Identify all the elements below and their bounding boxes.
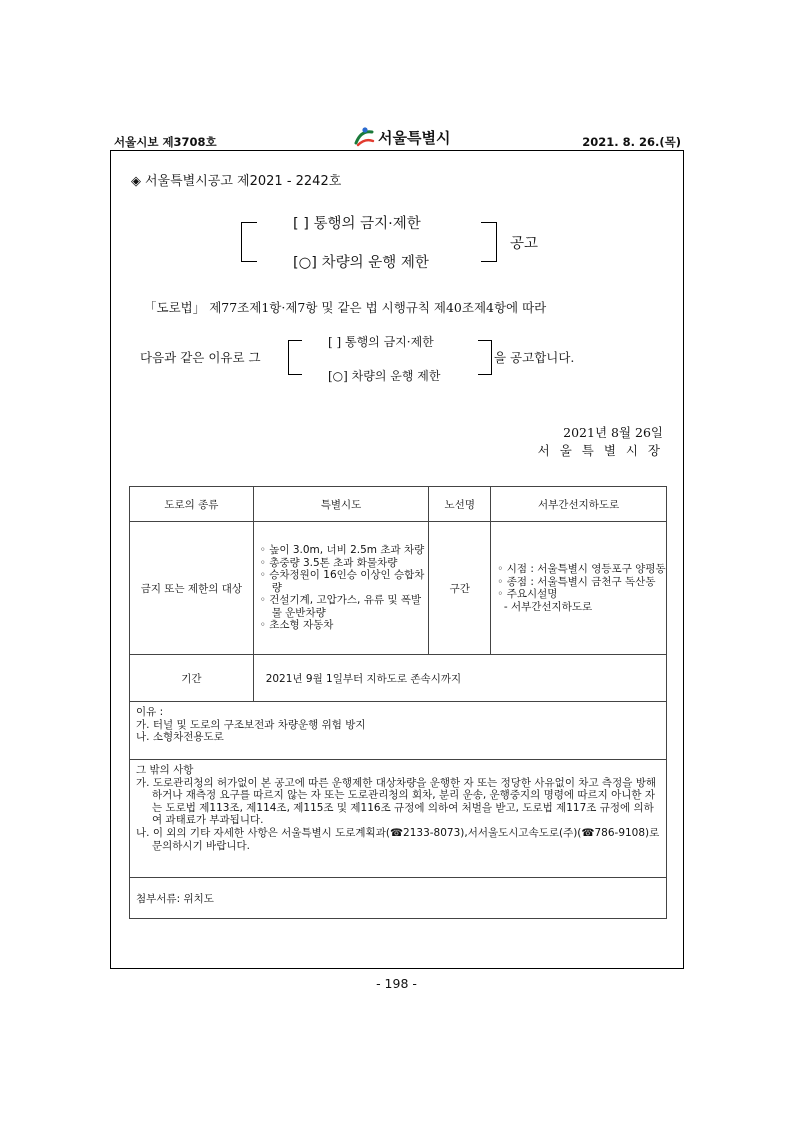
gonggo-label: 공고 xyxy=(510,236,539,252)
list-item: ◦ 총중량 3.5톤 초과 화물차량 xyxy=(259,556,398,569)
section-list xyxy=(491,563,666,613)
period-label: 기간 xyxy=(130,655,254,702)
period-value: 2021년 9월 1일부터 지하도로 존속시까지 xyxy=(253,655,666,702)
small-option-1: [ ] 통행의 금지·제한 xyxy=(328,335,434,349)
list-item: ◦ 초소형 자동차 xyxy=(259,619,334,632)
left-bracket-large xyxy=(241,222,257,262)
reason-prefix: 다음과 같은 이유로 그 xyxy=(140,350,261,365)
table-row xyxy=(130,522,667,655)
issuer: 서 울 특 별 시 장 xyxy=(537,443,663,458)
target-label: 금지 또는 제한의 대상 xyxy=(130,522,254,655)
logo-text: 서울특별시 xyxy=(378,128,451,147)
notice-date: 2021년 8월 26일 xyxy=(563,425,663,440)
seoul-logo xyxy=(353,122,450,152)
left-bracket-small xyxy=(288,340,302,375)
list-item: ◦ 종점 : 서울특별시 금천구 독산동 xyxy=(497,575,656,588)
route-label: 노선명 xyxy=(429,487,491,522)
route-value: 서부간선지하도로 xyxy=(491,487,667,522)
law-basis: 「도로법」 제77조제1항·제7항 및 같은 법 시행규칙 제40조제4항에 따라 xyxy=(144,300,547,315)
gazette-issue: 서울시보 제3708호 xyxy=(114,135,217,149)
list-item: ◦ 주요시설명 xyxy=(497,588,558,600)
target-cell xyxy=(253,522,429,655)
option-1: [ ] 통행의 금지·제한 xyxy=(293,216,421,232)
reason-item: 나. 소형차전용도로 xyxy=(136,731,224,744)
target-list xyxy=(254,544,429,632)
list-item: ◦ 승차정원이 16인승 이상인 승합차량 xyxy=(259,569,425,594)
attachment: 첨부서류: 위치도 xyxy=(130,878,667,919)
table-row xyxy=(130,487,667,522)
notice-title xyxy=(131,170,341,189)
publish-date: 2021. 8. 26.(목) xyxy=(582,135,681,149)
other-title: 그 밖의 사항 xyxy=(136,764,194,776)
list-item: ◦ 시점 : 서울특별시 영등포구 양평동 xyxy=(497,563,666,575)
table-row xyxy=(130,702,667,760)
other-item: 나. 이 외의 기타 자세한 사항은 서울특별시 도로계획과(☎2133-8073),서서울도시고속도로(주)(☎786-9108)로 문의하시기 바랍니다. xyxy=(136,826,660,852)
diamond-icon: ◈ xyxy=(131,174,141,189)
reason-title: 이유 : xyxy=(136,706,164,718)
right-bracket-large xyxy=(481,222,497,262)
section-label: 구간 xyxy=(429,522,491,655)
reason-cell xyxy=(130,702,667,760)
other-item: 가. 도로관리청의 허가없이 본 공고에 따른 운행제한 대상차량을 운행한 자 또는 정당한 사유없이 차고 측정을 방해하거나 재측정 요구를 따르지 않는 자 또는 도로관리청의 회차, 분리 운송, 운행중지의 명령에 따르지 아니한 자는 도로법 제113조, 제114조, 제115조 및 제116조 규정에 의하여 처벌을 받고, 도로법 제117조 규정에 의하여 과태료가 부과됩니다. xyxy=(136,776,656,827)
right-bracket-small xyxy=(478,340,492,375)
seoul-logo-icon xyxy=(353,126,375,148)
reason-item: 가. 터널 및 도로의 구조보전과 차량운행 위험 방지 xyxy=(136,718,366,731)
road-type-label: 도로의 종류 xyxy=(130,487,254,522)
other-cell xyxy=(130,760,667,878)
restriction-table xyxy=(129,486,667,919)
notice-title-text: 서울특별시공고 제2021 - 2242호 xyxy=(145,174,342,189)
page-header xyxy=(110,122,685,152)
table-row xyxy=(130,655,667,702)
table-row xyxy=(130,760,667,878)
section-cell xyxy=(491,522,667,655)
option-2: [○] 차량의 운행 제한 xyxy=(293,255,429,271)
reason-suffix: 을 공고합니다. xyxy=(494,350,575,365)
small-option-2: [○] 차량의 운행 제한 xyxy=(328,369,441,383)
road-type-value: 특별시도 xyxy=(253,487,429,522)
table-row xyxy=(130,878,667,919)
page-number: - 198 - xyxy=(376,976,417,991)
list-item: ◦ 높이 3.0m, 너비 2.5m 초과 차량 xyxy=(259,544,425,557)
list-item: ◦ 건설기계, 고압가스, 유류 및 폭발물 운반차량 xyxy=(259,594,422,619)
list-item: - 서부간선지하도로 xyxy=(497,600,593,613)
